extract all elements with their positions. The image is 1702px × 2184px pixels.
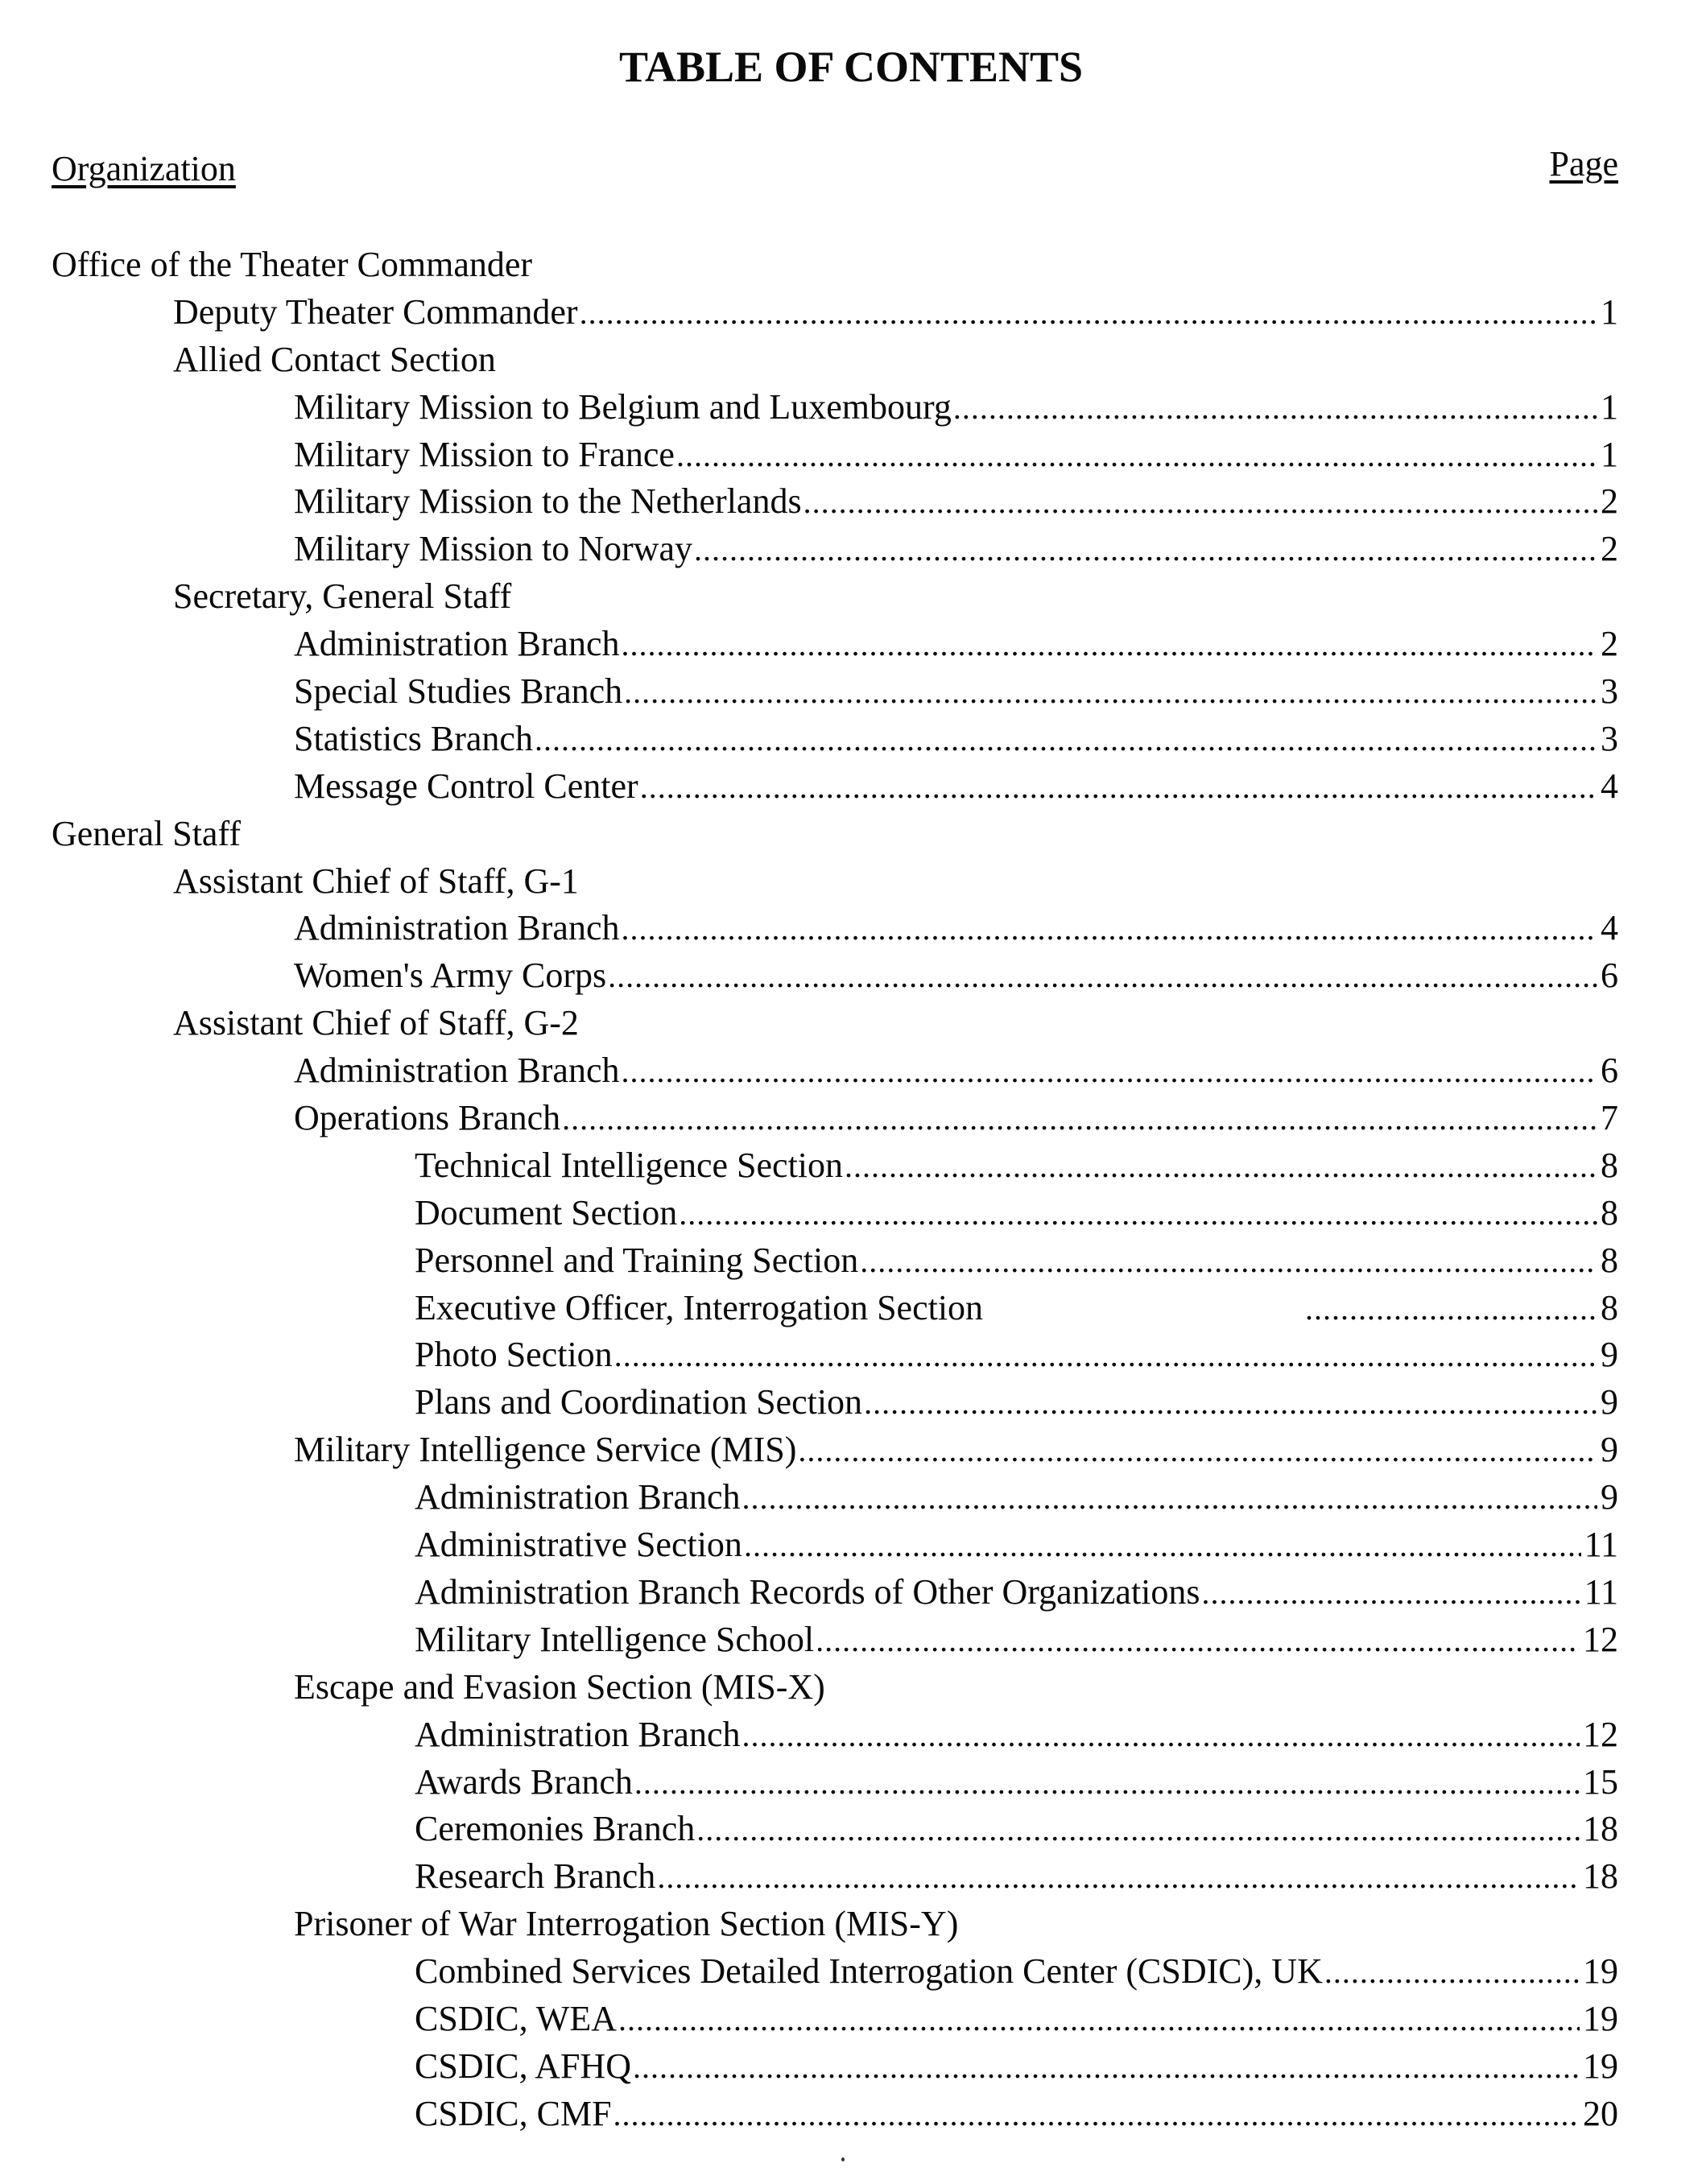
dot-leader bbox=[860, 1238, 1597, 1286]
toc-entry-page-number: 3 bbox=[1601, 671, 1618, 712]
toc-entry-label: Military Mission to Norway bbox=[294, 529, 692, 569]
dot-leader bbox=[634, 1760, 1580, 1807]
dot-leader bbox=[676, 432, 1597, 480]
toc-entry-page-number: 15 bbox=[1583, 1761, 1618, 1802]
toc-entry[interactable] bbox=[0, 1806, 1702, 1853]
dot-leader bbox=[640, 764, 1597, 811]
toc-entry-page-number: 7 bbox=[1601, 1098, 1618, 1138]
toc-entry[interactable] bbox=[0, 1095, 1702, 1142]
toc-entry[interactable] bbox=[0, 952, 1702, 1000]
toc-entry-label: Military Mission to France bbox=[294, 434, 675, 474]
toc-entry-label: Ceremonies Branch bbox=[415, 1809, 696, 1849]
toc-entry-page-number: 4 bbox=[1601, 766, 1618, 806]
toc-entry[interactable] bbox=[0, 905, 1702, 952]
toc-entry bbox=[0, 1901, 1702, 1948]
toc-entry-page-number: 9 bbox=[1601, 1477, 1618, 1517]
toc-entry[interactable] bbox=[0, 1948, 1702, 1996]
toc-entry[interactable] bbox=[0, 1474, 1702, 1521]
page-column-header: Page bbox=[1549, 144, 1618, 184]
toc-entry bbox=[0, 1664, 1702, 1711]
toc-entry-label: Deputy Theater Commander bbox=[173, 291, 578, 332]
toc-entry[interactable] bbox=[0, 1237, 1702, 1285]
dot-leader bbox=[845, 1143, 1597, 1191]
toc-entry[interactable] bbox=[0, 716, 1702, 763]
dot-leader bbox=[657, 1854, 1580, 1901]
toc-entry-label: Prisoner of War Interrogation Section (MIS-Y) bbox=[294, 1904, 959, 1944]
toc-entry-page-number: 12 bbox=[1583, 1619, 1618, 1659]
toc-entry-page-number: 3 bbox=[1601, 718, 1618, 758]
toc-entry-label: CSDIC, WEA bbox=[415, 1998, 617, 2038]
toc-entry[interactable] bbox=[0, 2091, 1702, 2138]
toc-entry-page-number: 9 bbox=[1601, 1430, 1618, 1470]
toc-entry-label: Administration Branch bbox=[415, 1477, 741, 1517]
toc-entry[interactable] bbox=[0, 1521, 1702, 1569]
dot-leader bbox=[618, 1996, 1580, 2044]
toc-entry-page-number: 2 bbox=[1601, 529, 1618, 569]
toc-entry-label: Secretary, General Staff bbox=[173, 576, 512, 617]
toc-entry-page-number: 9 bbox=[1601, 1382, 1618, 1422]
toc-entry-label: Special Studies Branch bbox=[294, 671, 623, 712]
toc-entry bbox=[0, 811, 1702, 858]
toc-entry-label: Office of the Theater Commander bbox=[52, 245, 533, 284]
toc-entry[interactable] bbox=[0, 431, 1702, 479]
dot-leader bbox=[953, 385, 1597, 432]
toc-entry-label: General Staff bbox=[52, 813, 241, 853]
toc-entry-page-number: 8 bbox=[1601, 1240, 1618, 1280]
toc-entry-page-number: 20 bbox=[1583, 2093, 1618, 2133]
toc-entry-label: CSDIC, CMF bbox=[415, 2093, 612, 2133]
toc-entry-page-number: 18 bbox=[1583, 1856, 1618, 1897]
toc-entry-page-number: 11 bbox=[1584, 1571, 1618, 1612]
toc-entry[interactable] bbox=[0, 1190, 1702, 1237]
toc-entry[interactable] bbox=[0, 668, 1702, 716]
toc-entry-label: Administrative Section bbox=[415, 1525, 742, 1565]
toc-entry-label: Operations Branch bbox=[294, 1098, 561, 1138]
toc-entry-label: Military Mission to Belgium and Luxembourg bbox=[294, 386, 952, 427]
dot-leader bbox=[622, 906, 1598, 953]
scan-speck bbox=[841, 2157, 845, 2161]
toc-entry[interactable] bbox=[0, 526, 1702, 573]
dot-leader bbox=[562, 1096, 1597, 1143]
toc-entry[interactable] bbox=[0, 1142, 1702, 1190]
toc-entry-page-number: 8 bbox=[1601, 1192, 1618, 1232]
toc-entry-label: Administration Branch Records of Other Organizations bbox=[415, 1571, 1200, 1612]
toc-entry-label: Technical Intelligence Section bbox=[415, 1145, 844, 1185]
toc-entry[interactable] bbox=[0, 1379, 1702, 1426]
toc-entry bbox=[0, 242, 1702, 289]
toc-entry[interactable] bbox=[0, 1285, 1702, 1332]
dot-leader bbox=[613, 2091, 1580, 2139]
toc-entry[interactable] bbox=[0, 478, 1702, 526]
toc-entry-page-number: 1 bbox=[1601, 434, 1618, 474]
toc-entry-label: Document Section bbox=[415, 1192, 678, 1232]
dot-leader bbox=[694, 526, 1597, 574]
toc-entry-page-number: 8 bbox=[1601, 1145, 1618, 1185]
toc-entry-page-number: 4 bbox=[1601, 908, 1618, 948]
dot-leader bbox=[622, 621, 1598, 669]
toc-entry-label: Assistant Chief of Staff, G-1 bbox=[173, 861, 579, 901]
toc-entry-label: Plans and Coordination Section bbox=[415, 1382, 863, 1422]
toc-entry-page-number: 6 bbox=[1601, 1051, 1618, 1091]
toc-entry-page-number: 19 bbox=[1583, 1951, 1618, 1992]
toc-entry-label: Combined Services Detailed Interrogation Center (CSDIC), UK bbox=[415, 1951, 1323, 1992]
toc-entry-page-number: 19 bbox=[1583, 2046, 1618, 2086]
toc-entry-page-number: 19 bbox=[1583, 1998, 1618, 2038]
toc-entry-label: Military Intelligence Service (MIS) bbox=[294, 1430, 797, 1470]
organization-column-header: Organization bbox=[52, 149, 236, 188]
dot-leader bbox=[622, 1048, 1598, 1096]
toc-entry[interactable] bbox=[0, 289, 1702, 336]
dot-leader bbox=[803, 479, 1597, 526]
dot-leader bbox=[1202, 1570, 1581, 1617]
toc-entry-label: Personnel and Training Section bbox=[415, 1240, 859, 1280]
toc-entry[interactable] bbox=[0, 1759, 1702, 1806]
toc-entry bbox=[0, 858, 1702, 906]
dot-leader bbox=[1324, 1949, 1580, 1996]
toc-entry-page-number: 12 bbox=[1583, 1714, 1618, 1754]
toc-entry bbox=[0, 1000, 1702, 1047]
toc-entry-page-number: 1 bbox=[1601, 386, 1618, 427]
toc-entry-page-number: 8 bbox=[1601, 1287, 1618, 1327]
dot-leader bbox=[816, 1617, 1580, 1665]
toc-entry-label: Military Intelligence School bbox=[415, 1619, 815, 1659]
toc-entry-label: Administration Branch bbox=[294, 1051, 620, 1091]
dot-leader bbox=[798, 1427, 1597, 1475]
toc-entry-page-number: 6 bbox=[1601, 956, 1618, 996]
toc-entry-page-number: 1 bbox=[1601, 291, 1618, 332]
toc-entry-label: Administration Branch bbox=[294, 908, 620, 948]
toc-entry-label: Women's Army Corps bbox=[294, 956, 607, 996]
dot-leader bbox=[742, 1712, 1580, 1760]
toc-entry-label: Administration Branch bbox=[415, 1714, 741, 1754]
dot-leader bbox=[742, 1475, 1598, 1522]
toc-entry[interactable] bbox=[0, 2043, 1702, 2091]
toc-entry-label: Executive Officer, Interrogation Section bbox=[415, 1287, 984, 1327]
toc-entry-label: Photo Section bbox=[415, 1335, 613, 1375]
toc-entry[interactable] bbox=[0, 1426, 1702, 1474]
toc-entry-label: Research Branch bbox=[415, 1856, 656, 1897]
table-of-contents-list bbox=[0, 242, 1702, 2138]
toc-entry-label: Message Control Center bbox=[294, 766, 638, 806]
toc-entry-label: Awards Branch bbox=[415, 1761, 633, 1802]
dot-leader bbox=[633, 2044, 1580, 2091]
toc-entry[interactable] bbox=[0, 1047, 1702, 1095]
dot-leader bbox=[580, 290, 1597, 337]
toc-entry-label: CSDIC, AFHQ bbox=[415, 2046, 631, 2086]
dot-leader bbox=[696, 1806, 1580, 1854]
toc-entry[interactable] bbox=[0, 621, 1702, 668]
toc-entry-label: Administration Branch bbox=[294, 624, 620, 664]
toc-entry-page-number: 11 bbox=[1584, 1525, 1618, 1565]
toc-entry[interactable] bbox=[0, 1616, 1702, 1664]
toc-entry[interactable] bbox=[0, 1569, 1702, 1616]
toc-entry-page-number: 2 bbox=[1601, 624, 1618, 664]
dot-leader bbox=[614, 1332, 1597, 1380]
dot-leader bbox=[744, 1522, 1581, 1570]
toc-entry bbox=[0, 336, 1702, 384]
toc-entry[interactable] bbox=[0, 763, 1702, 811]
dot-leader bbox=[608, 953, 1597, 1001]
toc-entry[interactable] bbox=[0, 1996, 1702, 2043]
toc-entry[interactable] bbox=[0, 384, 1702, 431]
toc-entry-page-number: 9 bbox=[1601, 1335, 1618, 1375]
toc-entry-label: Statistics Branch bbox=[294, 718, 533, 758]
toc-entry-label: Assistant Chief of Staff, G-2 bbox=[173, 1003, 579, 1043]
toc-entry-page-number: 2 bbox=[1601, 481, 1618, 522]
toc-entry[interactable] bbox=[0, 1853, 1702, 1901]
toc-entry bbox=[0, 573, 1702, 621]
dot-leader bbox=[535, 716, 1597, 764]
toc-entry-label: Allied Contact Section bbox=[173, 339, 496, 379]
toc-entry-label: Escape and Evasion Section (MIS-X) bbox=[294, 1666, 825, 1707]
dot-leader bbox=[624, 669, 1597, 716]
toc-entry[interactable] bbox=[0, 1711, 1702, 1759]
toc-entry[interactable] bbox=[0, 1331, 1702, 1379]
page-title: TABLE OF CONTENTS bbox=[618, 43, 1084, 91]
dot-leader bbox=[864, 1380, 1597, 1427]
dot-leader bbox=[1305, 1286, 1597, 1333]
toc-entry-page-number: 18 bbox=[1583, 1809, 1618, 1849]
dot-leader bbox=[679, 1191, 1597, 1238]
toc-entry-label: Military Mission to the Netherlands bbox=[294, 481, 802, 522]
